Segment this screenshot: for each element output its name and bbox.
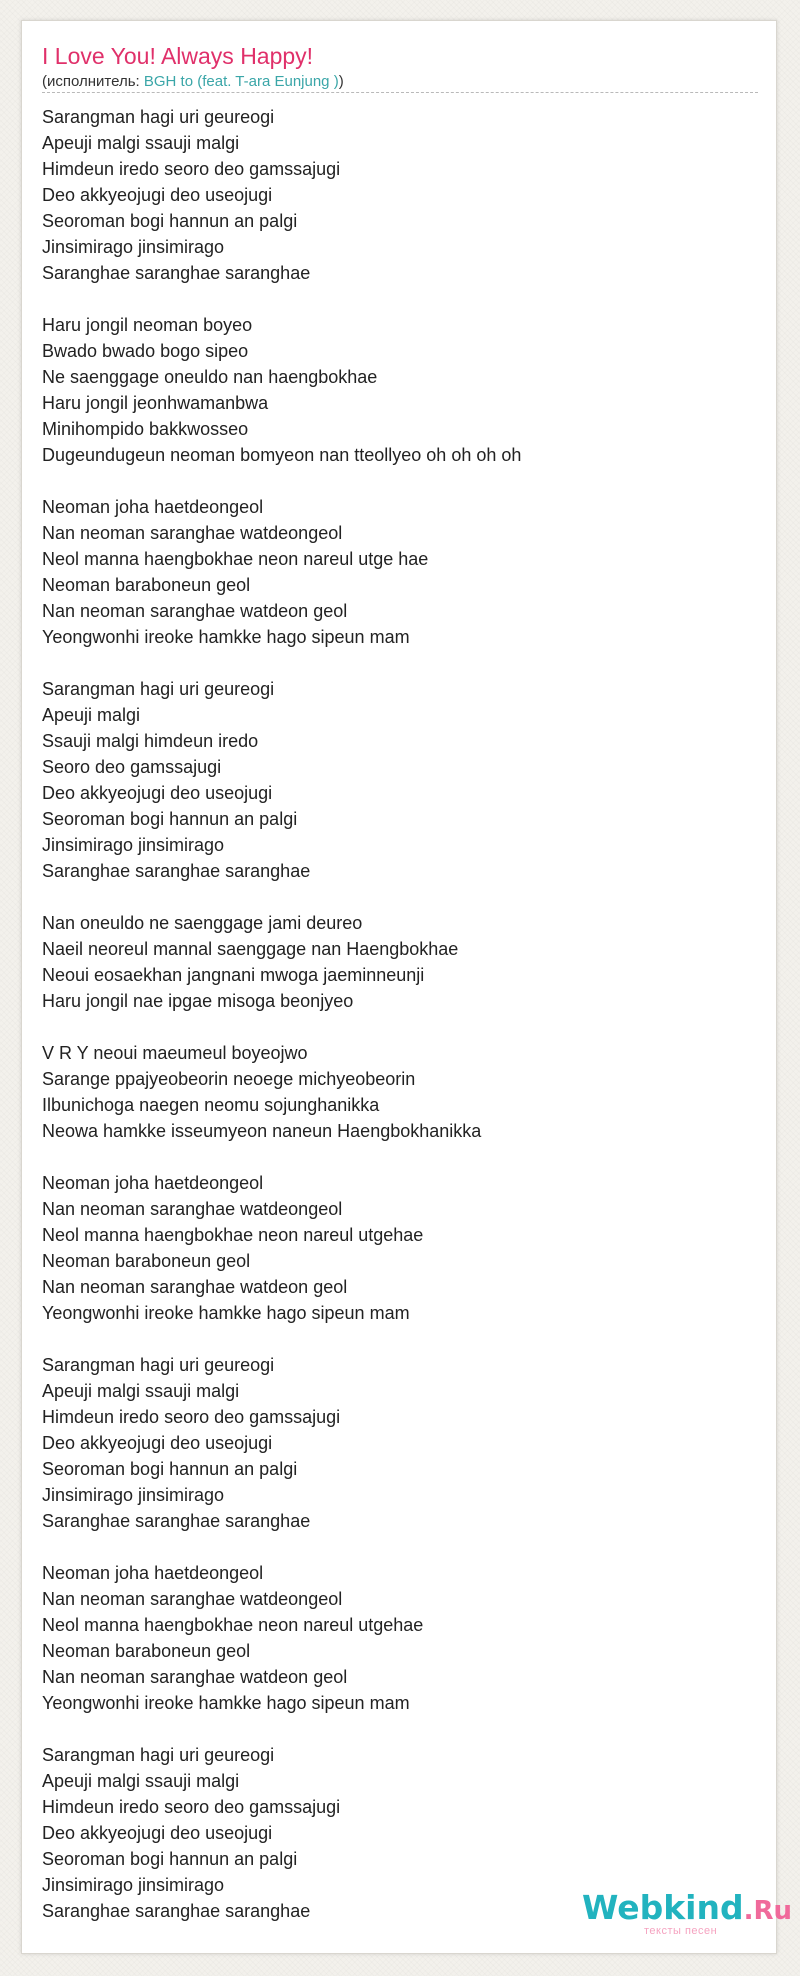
lyric-line: Minihompido bakkwosseo [42,419,249,439]
lyric-line: Jinsimirago jinsimirago [42,1875,225,1895]
lyrics-stanza [42,494,758,650]
lyric-line: Neoman baraboneun geol [42,1251,251,1271]
lyric-line: Deo akkyeojugi deo useojugi [42,185,273,205]
lyric-line: Apeuji malgi [42,705,141,725]
lyric-line: Yeongwonhi ireoke hamkke hago sipeun mam [42,1303,410,1323]
lyrics-stanza [42,104,758,286]
lyric-line: Nan neoman saranghae watdeongeol [42,1589,343,1609]
lyric-line: Neoui eosaekhan jangnani mwoga jaeminneunji [42,965,425,985]
lyric-line: Nan neoman saranghae watdeon geol [42,1667,348,1687]
lyric-line: Dugeundugeun neoman bomyeon nan tteollyeo oh oh oh oh [42,445,522,465]
lyrics-stanza [42,312,758,468]
lyric-line: Neowa hamkke isseumyeon naneun Haengbokhanikka [42,1121,482,1141]
lyric-line: V R Y neoui maeumeul boyeojwo [42,1043,308,1063]
lyric-line: Deo akkyeojugi deo useojugi [42,1433,273,1453]
lyric-line: Seoroman bogi hannun an palgi [42,211,298,231]
lyric-line: Saranghae saranghae saranghae [42,1901,311,1921]
lyric-line: Yeongwonhi ireoke hamkke hago sipeun mam [42,1693,410,1713]
lyrics-stanza [42,1352,758,1534]
lyric-line: Nan neoman saranghae watdeongeol [42,1199,343,1219]
lyric-line: Haru jongil jeonhwamanbwa [42,393,269,413]
lyric-line: Neoman baraboneun geol [42,1641,251,1661]
lyric-line: Seoro deo gamssajugi [42,757,222,777]
lyric-line: Neoman baraboneun geol [42,575,251,595]
logo-brand: Webkind [582,1888,744,1927]
performer-suffix: ) [338,73,344,90]
lyric-line: Neoman joha haetdeongeol [42,1563,264,1583]
lyric-line: Sarangman hagi uri geureogi [42,107,275,127]
lyric-line: Yeongwonhi ireoke hamkke hago sipeun mam [42,627,410,647]
lyric-line: Ssauji malgi himdeun iredo [42,731,259,751]
lyric-line: Saranghae saranghae saranghae [42,861,311,881]
song-title: I Love You! Always Happy! [42,43,314,69]
lyric-line: Jinsimirago jinsimirago [42,1485,225,1505]
lyric-line: Haru jongil neoman boyeo [42,315,253,335]
lyric-line: Apeuji malgi ssauji malgi [42,1381,240,1401]
lyric-line: Sarange ppajyeobeorin neoege michyeobeorin [42,1069,416,1089]
lyric-line: Nan oneuldo ne saenggage jami deureo [42,913,363,933]
lyrics-stanza [42,910,758,1014]
lyric-line: Neol manna haengbokhae neon nareul utge hae [42,549,429,569]
lyric-line: Apeuji malgi ssauji malgi [42,133,240,153]
lyric-line: Neol manna haengbokhae neon nareul utgehae [42,1225,424,1245]
lyric-line: Himdeun iredo seoro deo gamssajugi [42,159,341,179]
lyric-line: Neoman joha haetdeongeol [42,1173,264,1193]
lyric-line: Deo akkyeojugi deo useojugi [42,783,273,803]
lyric-line: Bwado bwado bogo sipeo [42,341,249,361]
lyric-line: Deo akkyeojugi deo useojugi [42,1823,273,1843]
lyric-line: Saranghae saranghae saranghae [42,263,311,283]
performer-line [42,73,758,93]
lyrics-card [21,20,777,1954]
lyrics-stanza [42,676,758,884]
lyric-line: Seoroman bogi hannun an palgi [42,1459,298,1479]
lyric-line: Himdeun iredo seoro deo gamssajugi [42,1407,341,1427]
logo-tld: .Ru [743,1896,793,1926]
lyric-line: Seoroman bogi hannun an palgi [42,1849,298,1869]
lyric-line: Saranghae saranghae saranghae [42,1511,311,1531]
lyric-line: Sarangman hagi uri geureogi [42,1745,275,1765]
lyric-line: Neol manna haengbokhae neon nareul utgehae [42,1615,424,1635]
lyric-line: Sarangman hagi uri geureogi [42,679,275,699]
lyrics-body [42,104,758,1950]
lyrics-stanza [42,1560,758,1716]
lyric-line: Neoman joha haetdeongeol [42,497,264,517]
lyric-line: Apeuji malgi ssauji malgi [42,1771,240,1791]
performer-prefix: (исполнитель: [42,73,144,90]
lyrics-stanza [42,1170,758,1326]
logo-tagline: тексты песен [644,1925,718,1937]
lyric-line: Seoroman bogi hannun an palgi [42,809,298,829]
performer-link[interactable]: BGH to (feat. T-ara Eunjung ) [143,73,339,90]
lyric-line: Jinsimirago jinsimirago [42,835,225,855]
lyric-line: Jinsimirago jinsimirago [42,237,225,257]
lyric-line: Haru jongil nae ipgae misoga beonjyeo [42,991,354,1011]
lyric-line: Himdeun iredo seoro deo gamssajugi [42,1797,341,1817]
lyric-line: Naeil neoreul mannal saenggage nan Haengbokhae [42,939,459,959]
webkind-logo[interactable] [562,1888,793,1948]
lyric-line: Sarangman hagi uri geureogi [42,1355,275,1375]
lyric-line: Nan neoman saranghae watdeon geol [42,601,348,621]
lyric-line: Ne saenggage oneuldo nan haengbokhae [42,367,378,387]
lyric-line: Nan neoman saranghae watdeon geol [42,1277,348,1297]
lyric-line: Nan neoman saranghae watdeongeol [42,523,343,543]
lyric-line: Ilbunichoga naegen neomu sojunghanikka [42,1095,380,1115]
lyrics-stanza [42,1040,758,1144]
